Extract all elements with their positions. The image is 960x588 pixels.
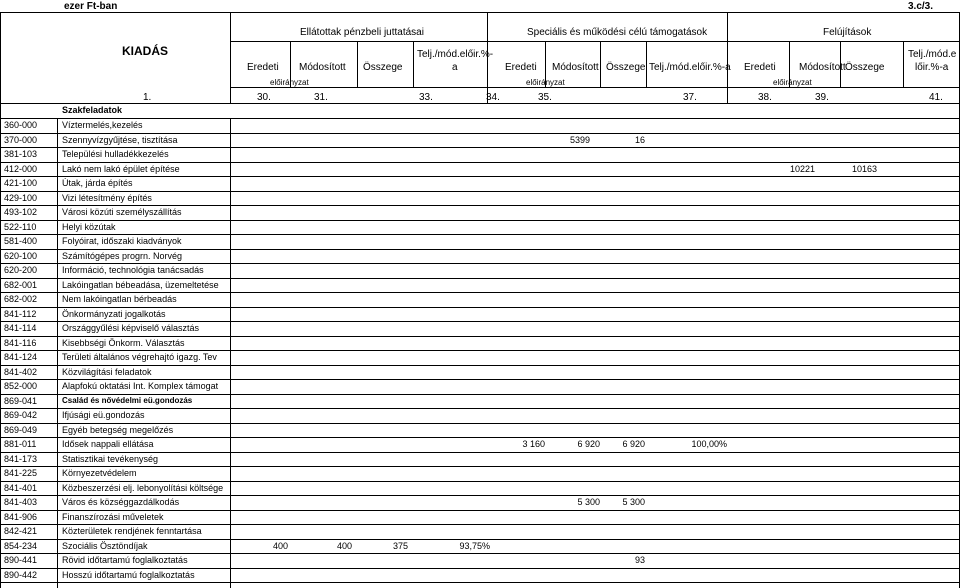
table-row (0, 553, 960, 567)
group-penzbeli: Ellátottak pénzbeli juttatásai (300, 27, 424, 38)
table-row (0, 466, 960, 480)
colnum: 1. (143, 92, 152, 103)
row-name: Települési hulladékkezelés (62, 149, 169, 159)
row-value: 400 (336, 540, 352, 551)
row-code: 841-906 (4, 511, 38, 522)
table-row (0, 133, 960, 147)
row-code: 841-124 (4, 352, 38, 362)
table-row (0, 379, 960, 393)
row-code: 881-011 (4, 439, 37, 449)
table-row (0, 191, 960, 205)
row-name: Finanszírozási műveletek (62, 511, 164, 522)
row-code: 360-000 (4, 120, 38, 130)
row-code: 841-112 (4, 308, 37, 319)
group-felujitasok: Felújítások (823, 27, 872, 38)
table-row (0, 147, 960, 161)
row-name: Nem lakóingatlan bérbeadás (62, 294, 177, 304)
row-name: Idősek nappali ellátása (62, 439, 154, 449)
table-row (0, 568, 960, 582)
eloiranyzat-1: előirányzat (270, 78, 309, 87)
row-name: Útak, járda építés (62, 178, 133, 188)
row-value: 10221 (789, 163, 815, 174)
col-osszege-3: Összege (845, 62, 885, 73)
row-name: Területi általános végrehajtó igazg. Tev (62, 352, 217, 362)
table-row (0, 350, 960, 364)
row-name: Helyi közútak (62, 221, 116, 232)
row-value: 93 (634, 555, 645, 565)
row-name: Városi közúti személyszállítás (62, 207, 182, 217)
table-row (0, 220, 960, 234)
row-code: 841-401 (4, 482, 38, 493)
colnum: 31. (314, 92, 328, 103)
colnum: 34. (486, 92, 500, 103)
col-telj-3-line2: lőir.%-a (915, 62, 949, 73)
col-eredeti-2: Eredeti (505, 62, 537, 73)
row-code: 421-100 (4, 178, 38, 188)
row-code: 842-421 (4, 526, 38, 536)
row-code: 429-100 (4, 192, 38, 203)
col-modositott-2: Módosított (552, 62, 599, 73)
table-row (0, 423, 960, 437)
row-name: Önkormányzati jogalkotás (62, 308, 166, 319)
row-code: 869-042 (4, 410, 38, 420)
table-row (0, 495, 960, 509)
row-value: 400 (272, 540, 288, 551)
row-code: 841-173 (4, 453, 38, 464)
table-row (0, 292, 960, 306)
row-code: 581-400 (4, 236, 38, 246)
col-modositott-1: Módosított (299, 62, 346, 73)
row-code: 522-110 (4, 221, 37, 232)
row-name: Rövid időtartamú foglalkoztatás (62, 555, 188, 565)
page-ref: 3.c/3. (908, 1, 934, 12)
row-code: 412-000 (4, 163, 38, 174)
colnum: 39. (815, 92, 829, 103)
table-row (0, 336, 960, 350)
row-name: Alapfokú oktatási Int. Komplex támogat (62, 381, 219, 391)
row-name: Statisztikai tevékenység (62, 453, 159, 464)
table-row (0, 539, 960, 553)
section-szakfeladatok: Szakfeladatok (62, 105, 123, 115)
row-value: 93,75% (459, 540, 490, 551)
table-row (0, 278, 960, 292)
table-row (0, 394, 960, 408)
kiadas-title: KIADÁS (122, 44, 169, 58)
colnum: 38. (758, 92, 772, 103)
colnum: 30. (257, 92, 271, 103)
row-name: Közterületek rendjének fenntartása (62, 526, 202, 536)
table-row (0, 162, 960, 176)
row-code: 620-200 (4, 265, 38, 275)
row-value: 6 920 (622, 439, 645, 449)
table-row (0, 437, 960, 451)
row-value: 375 (392, 540, 408, 551)
table-row (0, 118, 960, 132)
row-code: 493-102 (4, 207, 38, 217)
row-value: 100,00% (691, 439, 727, 449)
row-name: Lakó nem lakó épület építése (62, 163, 180, 174)
colnum: 35. (538, 92, 552, 103)
row-code: 869-049 (4, 424, 38, 435)
colnum: 37. (683, 92, 697, 103)
row-name: Kisebbségi Önkorm. Választás (62, 337, 185, 348)
row-name: Környezetvédelem (62, 468, 137, 478)
row-code: 852-000 (4, 381, 38, 391)
col-modositott-3: Módosított (799, 62, 846, 73)
row-name: Közbeszerzési elj. lebonyolítási költsége (62, 482, 224, 493)
table-row (0, 307, 960, 321)
table-row (0, 510, 960, 524)
table-row (0, 234, 960, 248)
table-row (0, 365, 960, 379)
eloiranyzat-2: előirányzat (526, 78, 565, 87)
row-name: Víztermelés,kezelés (62, 120, 143, 130)
row-code: 841-116 (4, 337, 37, 348)
row-code: 841-402 (4, 366, 38, 377)
row-value: 10163 (851, 163, 877, 174)
row-value: 5 300 (622, 497, 645, 507)
table-row (0, 249, 960, 263)
row-code: 854-234 (4, 540, 38, 551)
col-osszege-2: Összege (606, 62, 646, 73)
col-eredeti-1: Eredeti (247, 62, 279, 73)
row-name: Lakóingatlan bébeadása, üzemeltetése (62, 279, 219, 290)
row-code: 869-041 (4, 395, 38, 406)
col-telj-2: Telj./mód.előir.%-a (649, 62, 731, 73)
row-code: 890-441 (4, 555, 38, 565)
group-specialis: Speciális és működési célú támogatások (527, 27, 708, 38)
colnum: 33. (419, 92, 433, 103)
table-row (0, 205, 960, 219)
col-telj-1-line2: a (452, 62, 458, 73)
row-name: Egyéb betegség megelőzés (62, 424, 174, 435)
row-name: Szociális Ösztöndíjak (62, 540, 148, 551)
colnum: 41. (929, 92, 943, 103)
row-name: Vizi létesítmény építés (62, 192, 152, 203)
table-row (0, 481, 960, 495)
col-telj-1-line1: Telj./mód.előir.%- (417, 49, 494, 60)
row-name: Ifjúsági eü.gondozás (62, 410, 145, 420)
col-eredeti-3: Eredeti (744, 62, 776, 73)
row-code: 682-002 (4, 294, 38, 304)
row-name: Közvilágítási feladatok (62, 366, 152, 377)
row-code: 381-103 (4, 149, 38, 159)
row-value: 5399 (569, 134, 590, 145)
row-code: 890-442 (4, 569, 38, 580)
row-value: 6 920 (577, 439, 600, 449)
row-value: 3 160 (522, 439, 545, 449)
row-value: 5 300 (577, 497, 600, 507)
row-name: Országgyűlési képviselő választás (62, 323, 200, 333)
row-code: 841-114 (4, 323, 37, 333)
table-row (0, 408, 960, 422)
row-name: Folyóirat, időszaki kiadványok (62, 236, 182, 246)
row-code: 841-403 (4, 497, 38, 507)
row-code: 682-001 (4, 279, 38, 290)
row-name: Család és nővédelmi eü.gondozás (62, 395, 193, 405)
table-row (0, 176, 960, 190)
table-row (0, 321, 960, 335)
row-code: 841-225 (4, 468, 38, 478)
table-row (0, 452, 960, 466)
row-code: 370-000 (4, 134, 38, 145)
row-name: Számítógépes progrn. Norvég (62, 250, 183, 261)
row-code: 620-100 (4, 250, 38, 261)
col-osszege-1: Összege (363, 62, 403, 73)
row-name: Hosszú időtartamú foglalkoztatás (62, 569, 195, 580)
table-row (0, 524, 960, 538)
row-name: Város és községgazdálkodás (62, 497, 180, 507)
col-telj-3-line1: Telj./mód.e (908, 49, 957, 60)
row-value: 16 (634, 134, 645, 145)
unit-label: ezer Ft-ban (64, 1, 118, 12)
row-name: Információ, technológia tanácsadás (62, 265, 204, 275)
row-name: Szennyvízgyűjtése, tisztítása (62, 134, 178, 145)
table-row (0, 263, 960, 277)
eloiranyzat-3: előirányzat (773, 78, 812, 87)
